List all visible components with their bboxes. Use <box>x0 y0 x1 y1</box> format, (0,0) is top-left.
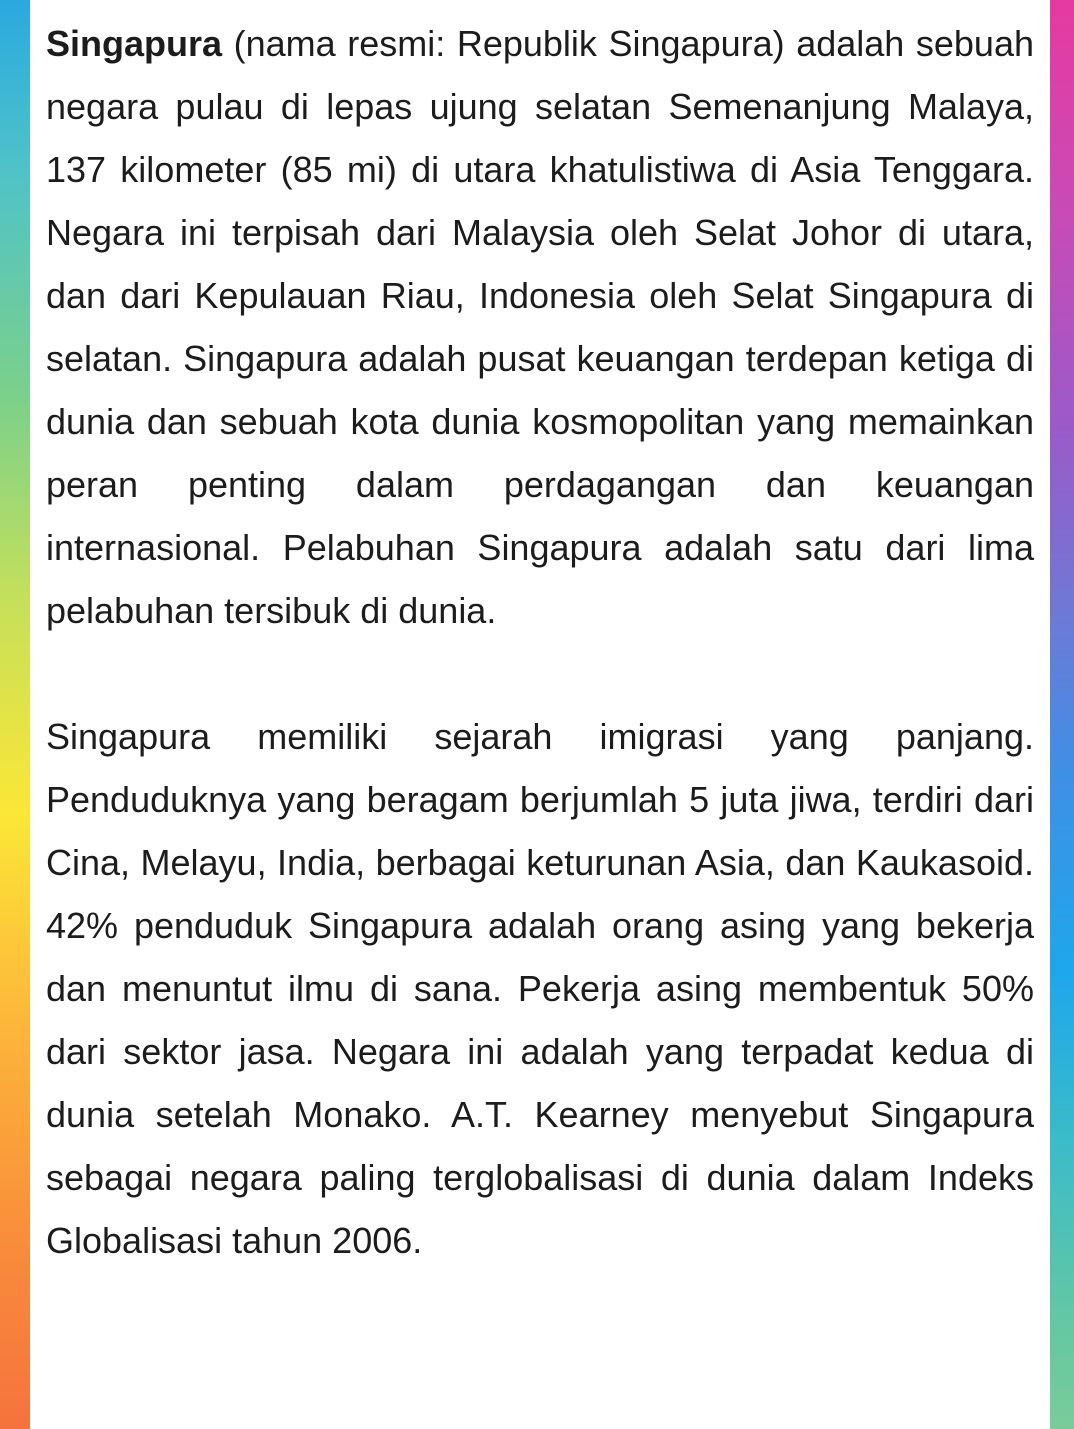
paragraph-lead-term: Singapura <box>46 23 223 64</box>
left-gradient-border <box>0 0 30 1429</box>
paragraph-text: Singapura memiliki sejarah imigrasi yang panjang. Penduduknya yang beragam berjumlah 5 juta jiwa, terdiri dari Cina, Melayu, India, berbagai keturunan Asia, dan Kaukasoid. 42% penduduk Singapura adalah orang asing yang bekerja dan menuntut ilmu di sana. Pekerja asing membentuk 50% dari sektor jasa. Negara ini adalah yang terpadat kedua di dunia setelah Monako. A.T. Kearney menyebut Singapura sebagai negara paling terglobalisasi di dunia dalam Indeks Globalisasi tahun 2006. <box>46 716 1034 1261</box>
paragraph-1 <box>46 12 1034 642</box>
article-body <box>46 12 1034 1272</box>
paragraph-text: (nama resmi: Republik Singapura) adalah sebuah negara pulau di lepas ujung selatan Semenanjung Malaya, 137 kilometer (85 mi) di utara khatulistiwa di Asia Tenggara. Negara ini terpisah dari Malaysia oleh Selat Johor di utara, dan dari Kepulauan Riau, Indonesia oleh Selat Singapura di selatan. Singapura adalah pusat keuangan terdepan ketiga di dunia dan sebuah kota dunia kosmopolitan yang memainkan peran penting dalam perdagangan dan keuangan internasional. Pelabuhan Singapura adalah satu dari lima pelabuhan tersibuk di dunia. <box>46 23 1034 631</box>
paragraph-2 <box>46 705 1034 1272</box>
right-gradient-border <box>1050 0 1074 1429</box>
